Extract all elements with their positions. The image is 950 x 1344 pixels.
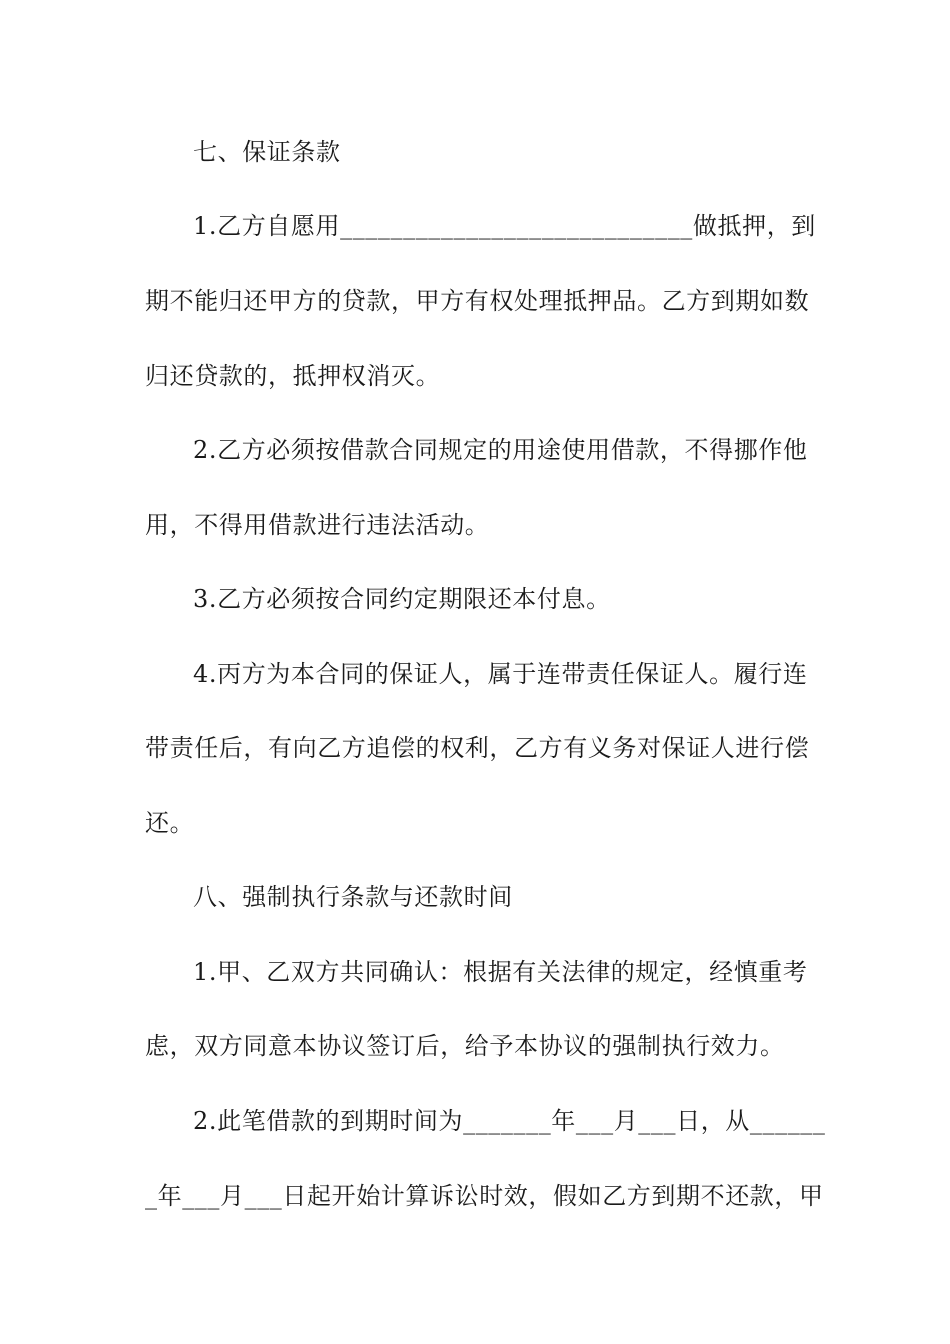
clause-line: 带责任后，有向乙方追偿的权利，乙方有义务对保证人进行偿 <box>145 734 810 762</box>
clause-line: 4.丙方为本合同的保证人，属于连带责任保证人。履行连 <box>193 660 808 688</box>
clause-line: 2.乙方必须按借款合同规定的用途使用借款，不得挪作他 <box>193 436 808 464</box>
clause-line: 归还贷款的，抵押权消灭。 <box>145 362 441 390</box>
clause-line: 虑，双方同意本协议签订后，给予本协议的强制执行效力。 <box>145 1032 785 1060</box>
clause-line: 还。 <box>145 809 195 837</box>
clause-line: 1.乙方自愿用____________________________做抵押，到 <box>193 212 816 240</box>
section-heading-enforcement: 八、强制执行条款与还款时间 <box>193 883 513 911</box>
clause-line: 3.乙方必须按合同约定期限还本付息。 <box>193 585 611 613</box>
clause-line: 1.甲、乙双方共同确认：根据有关法律的规定，经慎重考 <box>193 958 808 986</box>
clause-line: 用，不得用借款进行违法活动。 <box>145 511 490 539</box>
clause-line: _年___月___日起开始计算诉讼时效，假如乙方到期不还款，甲 <box>145 1182 824 1210</box>
clause-line: 2.此笔借款的到期时间为_______年___月___日，从______ <box>193 1107 826 1135</box>
clause-line: 期不能归还甲方的贷款，甲方有权处理抵押品。乙方到期如数 <box>145 287 810 315</box>
section-heading-guarantee: 七、保证条款 <box>193 138 341 166</box>
